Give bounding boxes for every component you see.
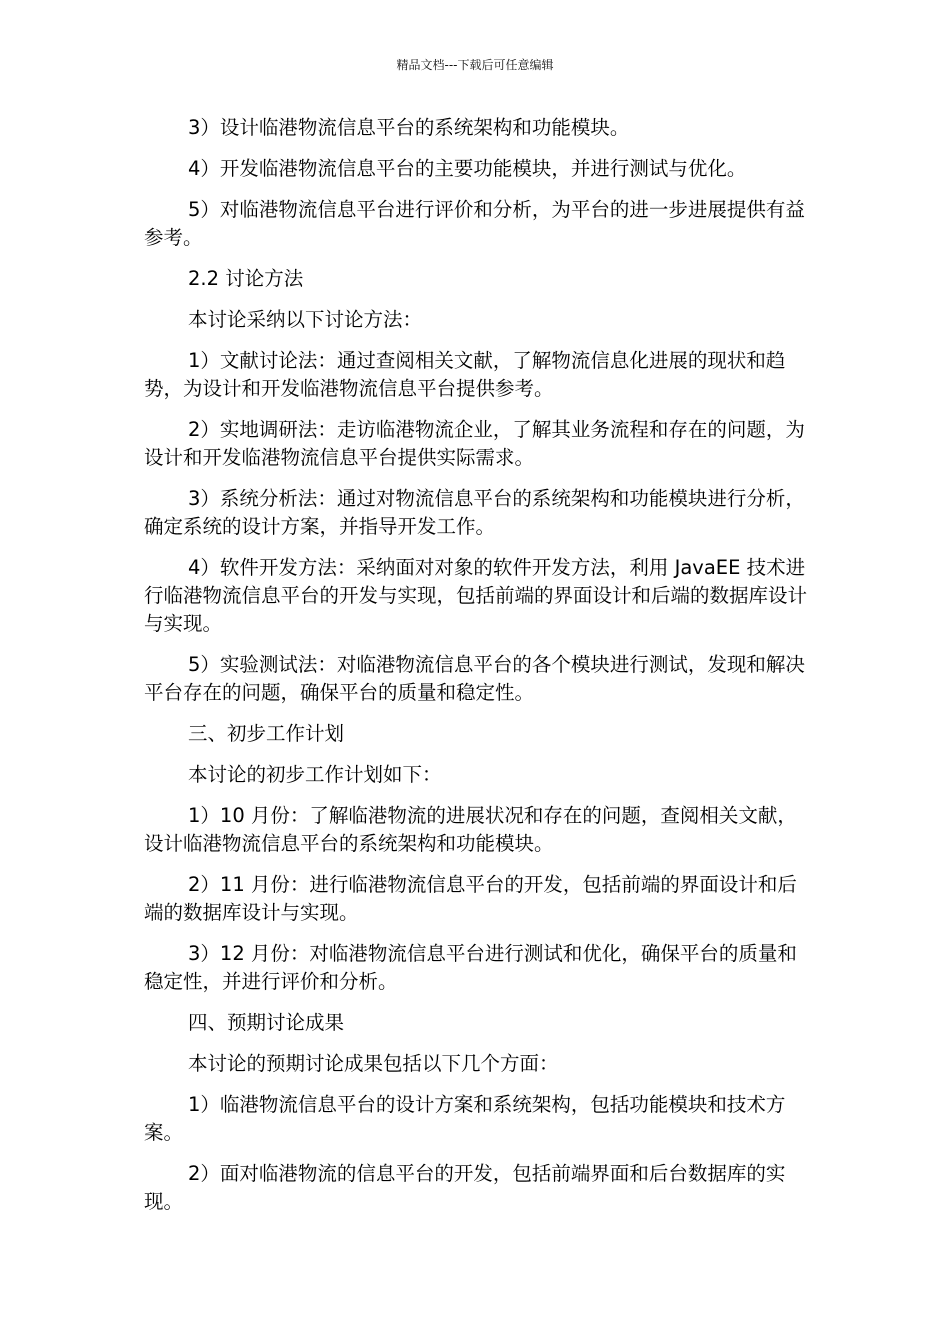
results-intro: 本讨论的预期讨论成果包括以下几个方面： — [188, 1052, 559, 1075]
list-item-objective-5: 5）对临港物流信息平台进行评价和分析，为平台的进一步进展提供有益参考。 — [144, 198, 805, 249]
list-item-objective-3: 3）设计临港物流信息平台的系统架构和功能模块。 — [188, 116, 630, 139]
section-heading-plan: 三、初步工作计划 — [188, 722, 345, 745]
list-item-method-1: 1）文献讨论法：通过查阅相关文献，了解物流信息化进展的现状和趋势，为设计和开发临港物流信息平台提供参考。 — [144, 349, 786, 400]
list-item-result-2: 2）面对临港物流的信息平台的开发，包括前端界面和后台数据库的实现。 — [144, 1162, 786, 1213]
page-header: 精品文档---下载后可任意编辑 — [396, 58, 554, 72]
document-body — [144, 114, 808, 1229]
list-item-plan-3: 3）12 月份：对临港物流信息平台进行测试和优化，确保平台的质量和稳定性，并进行评价和分析。 — [144, 942, 797, 993]
list-item-plan-1: 1）10 月份：了解临港物流的进展状况和存在的问题，查阅相关文献，设计临港物流信息平台的系统架构和功能模块。 — [144, 804, 797, 855]
plan-intro: 本讨论的初步工作计划如下： — [188, 763, 442, 786]
list-item-plan-2: 2）11 月份：进行临港物流信息平台的开发，包括前端的界面设计和后端的数据库设计与实现。 — [144, 873, 797, 924]
list-item-method-2: 2）实地调研法：走访临港物流企业，了解其业务流程和存在的问题，为设计和开发临港物流信息平台提供实际需求。 — [144, 418, 805, 469]
methods-intro: 本讨论采纳以下讨论方法： — [188, 308, 423, 331]
list-item-objective-4: 4）开发临港物流信息平台的主要功能模块，并进行测试与优化。 — [188, 157, 747, 180]
section-heading-results: 四、预期讨论成果 — [188, 1011, 345, 1034]
list-item-method-4: 4）软件开发方法：采纳面对对象的软件开发方法，利用 JavaEE 技术进行临港物流信息平台的开发与实现，包括前端的界面设计和后端的数据库设计与实现。 — [144, 556, 808, 635]
list-item-method-5: 5）实验测试法：对临港物流信息平台的各个模块进行测试，发现和解决平台存在的问题，确保平台的质量和稳定性。 — [144, 653, 805, 704]
section-heading-methods: 2.2 讨论方法 — [188, 267, 304, 290]
list-item-result-1: 1）临港物流信息平台的设计方案和系统架构，包括功能模块和技术方案。 — [144, 1093, 786, 1144]
list-item-method-3: 3）系统分析法：通过对物流信息平台的系统架构和功能模块进行分析，确定系统的设计方案，并指导开发工作。 — [144, 487, 805, 538]
